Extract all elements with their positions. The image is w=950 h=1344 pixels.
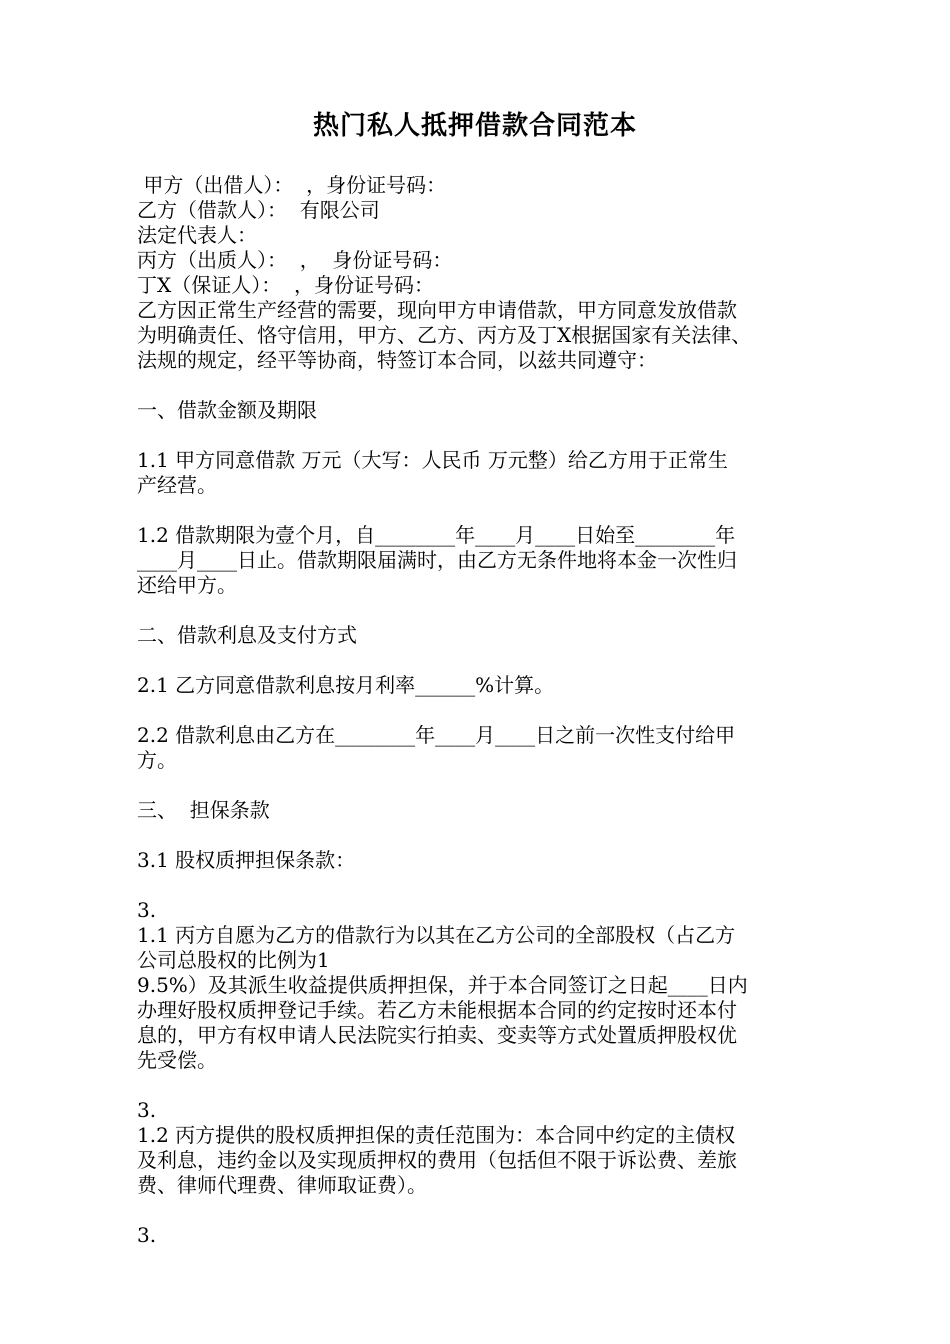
- document-line: 3.1 股权质押担保条款：: [137, 848, 356, 872]
- document-line: 乙方因正常生产经营的需要，现向甲方申请借款，甲方同意发放借款: [137, 298, 737, 322]
- document-body: [137, 173, 837, 1248]
- document-line: 丁X（保证人）： ，身份证号码：: [137, 273, 434, 297]
- document-line: 2.1 乙方同意借款利息按月利率______%计算。: [137, 673, 555, 697]
- blank-line: [137, 598, 837, 623]
- document-line: 及利息，违约金以及实现质押权的费用（包括但不限于诉讼费、差旅: [137, 1148, 737, 1172]
- document-line: 一、借款金额及期限: [137, 398, 317, 422]
- document-line: 二、借款利息及支付方式: [137, 623, 357, 647]
- document-line: 为明确责任、恪守信用，甲方、乙方、丙方及丁X根据国家有关法律、: [137, 323, 752, 347]
- document-line: 1.1 丙方自愿为乙方的借款行为以其在乙方公司的全部股权（占乙方: [137, 923, 736, 947]
- document-line: 先受偿。: [137, 1048, 217, 1072]
- blank-line: [137, 823, 837, 848]
- document-title: 热门私人抵押借款合同范本: [312, 111, 637, 141]
- document-line: 息的，甲方有权申请人民法院实行拍卖、变卖等方式处置质押股权优: [137, 1023, 737, 1047]
- document-line: 费、律师代理费、律师取证费）。: [137, 1173, 427, 1197]
- document-line: 1.1 甲方同意借款 万元（大写：人民币 万元整）给乙方用于正常生: [137, 448, 728, 472]
- blank-line: [137, 373, 837, 398]
- blank-line: [137, 1198, 837, 1223]
- document-line: 3.: [137, 898, 157, 922]
- document-line: ____月____日止。借款期限届满时，由乙方无条件地将本金一次性归: [137, 548, 737, 572]
- blank-line: [137, 498, 837, 523]
- blank-line: [137, 1073, 837, 1098]
- document-line: 还给甲方。: [137, 573, 237, 597]
- document-line: 方。: [137, 748, 177, 772]
- blank-line: [137, 648, 837, 673]
- document-line: 公司总股权的比例为1: [137, 948, 330, 972]
- document-line: 3.: [137, 1223, 157, 1247]
- blank-line: [137, 423, 837, 448]
- document-line: 甲方（出借人）： ，身份证号码：: [137, 173, 447, 197]
- document-line: 法规的规定，经平等协商，特签订本合同，以兹共同遵守：: [137, 348, 657, 372]
- blank-line: [137, 773, 837, 798]
- document-line: 2.2 借款利息由乙方在________年____月____日之前一次性支付给甲: [137, 723, 736, 747]
- document-line: 法定代表人：: [137, 223, 257, 247]
- document-line: 办理好股权质押登记手续。若乙方未能根据本合同的约定按时还本付: [137, 998, 737, 1022]
- document-line: 丙方（出质人）： ， 身份证号码：: [137, 248, 453, 272]
- document-line: 三、 担保条款: [137, 798, 270, 822]
- document-line: 9.5%）及其派生收益提供质押担保，并于本合同签订之日起____日内: [137, 973, 748, 997]
- document-line: 1.2 借款期限为壹个月，自________年____月____日始至________年: [137, 523, 736, 547]
- blank-line: [137, 873, 837, 898]
- document-line: 3.: [137, 1098, 157, 1122]
- document-line: 乙方（借款人）： 有限公司: [137, 198, 380, 222]
- document-line: 产经营。: [137, 473, 217, 497]
- document-line: 1.2 丙方提供的股权质押担保的责任范围为：本合同中约定的主债权: [137, 1123, 736, 1147]
- blank-line: [137, 698, 837, 723]
